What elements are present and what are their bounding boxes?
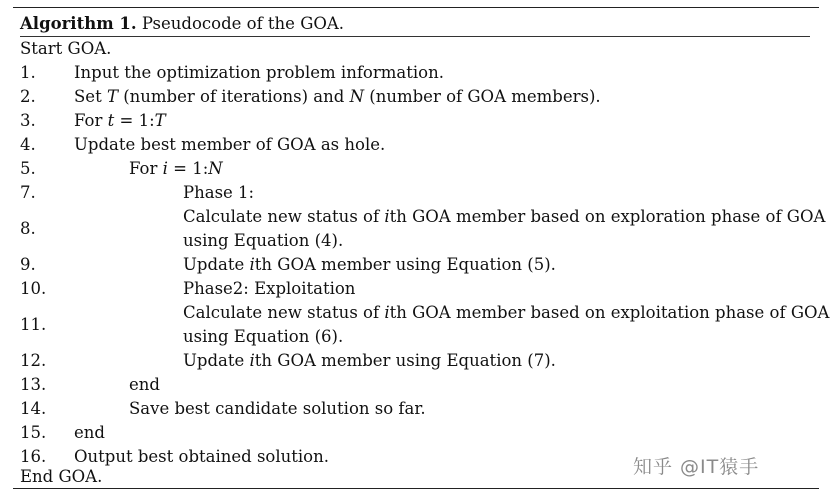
step-number: 13. — [20, 375, 47, 394]
step-text: For i = 1:N — [129, 159, 223, 178]
step-text: Input the optimization problem information. — [74, 63, 444, 82]
step-text-continuation: using Equation (6). — [183, 327, 344, 346]
step-number: 10. — [20, 279, 47, 298]
step-row — [20, 421, 810, 445]
step-text: For t = 1:T — [74, 111, 166, 130]
step-number: 7. — [20, 183, 36, 202]
step-text: Calculate new status of ith GOA member based on exploitation phase of GOA — [183, 303, 830, 322]
step-text: Phase 1: — [183, 183, 255, 202]
step-number: 16. — [20, 447, 47, 466]
step-number: 2. — [20, 87, 36, 106]
step-row — [20, 397, 810, 421]
step-number: 11. — [20, 315, 47, 334]
step-number: 1. — [20, 63, 36, 82]
step-row — [20, 157, 810, 181]
step-row — [20, 85, 810, 109]
step-row — [20, 301, 830, 349]
step-row — [20, 61, 810, 85]
step-number: 5. — [20, 159, 36, 178]
step-number: 15. — [20, 423, 47, 442]
step-text: Phase2: Exploitation — [183, 279, 356, 298]
step-row — [20, 109, 810, 133]
step-text: Save best candidate solution so far. — [129, 399, 426, 418]
step-number: 3. — [20, 111, 36, 130]
step-text: end — [129, 375, 160, 394]
step-number: 8. — [20, 219, 36, 238]
step-text: Calculate new status of ith GOA member based on exploration phase of GOA — [183, 207, 826, 226]
algorithm-title: Pseudocode of the GOA. — [141, 14, 345, 33]
step-text: Update ith GOA member using Equation (5). — [183, 255, 556, 274]
algorithm-label: Algorithm 1. — [20, 14, 137, 33]
step-row — [20, 133, 810, 157]
watermark: 知乎 @IT猿手 — [633, 456, 760, 478]
step-row — [20, 253, 810, 277]
step-text-continuation: using Equation (4). — [183, 231, 344, 250]
step-row — [20, 373, 810, 397]
step-text: Set T (number of iterations) and N (number of GOA members). — [74, 87, 601, 106]
step-text: Output best obtained solution. — [74, 447, 329, 466]
step-text: Update ith GOA member using Equation (7). — [183, 351, 556, 370]
step-text: end — [74, 423, 105, 442]
algorithm-header — [20, 12, 810, 37]
start-line: Start GOA. — [20, 39, 112, 58]
step-row — [20, 205, 826, 253]
step-row — [20, 181, 810, 205]
step-number: 4. — [20, 135, 36, 154]
step-row — [20, 277, 810, 301]
step-row — [20, 349, 810, 373]
step-text: Update best member of GOA as hole. — [74, 135, 386, 154]
step-number: 14. — [20, 399, 47, 418]
algorithm-box — [13, 7, 830, 489]
step-number: 12. — [20, 351, 47, 370]
step-number: 9. — [20, 255, 36, 274]
end-line: End GOA. — [20, 467, 103, 486]
